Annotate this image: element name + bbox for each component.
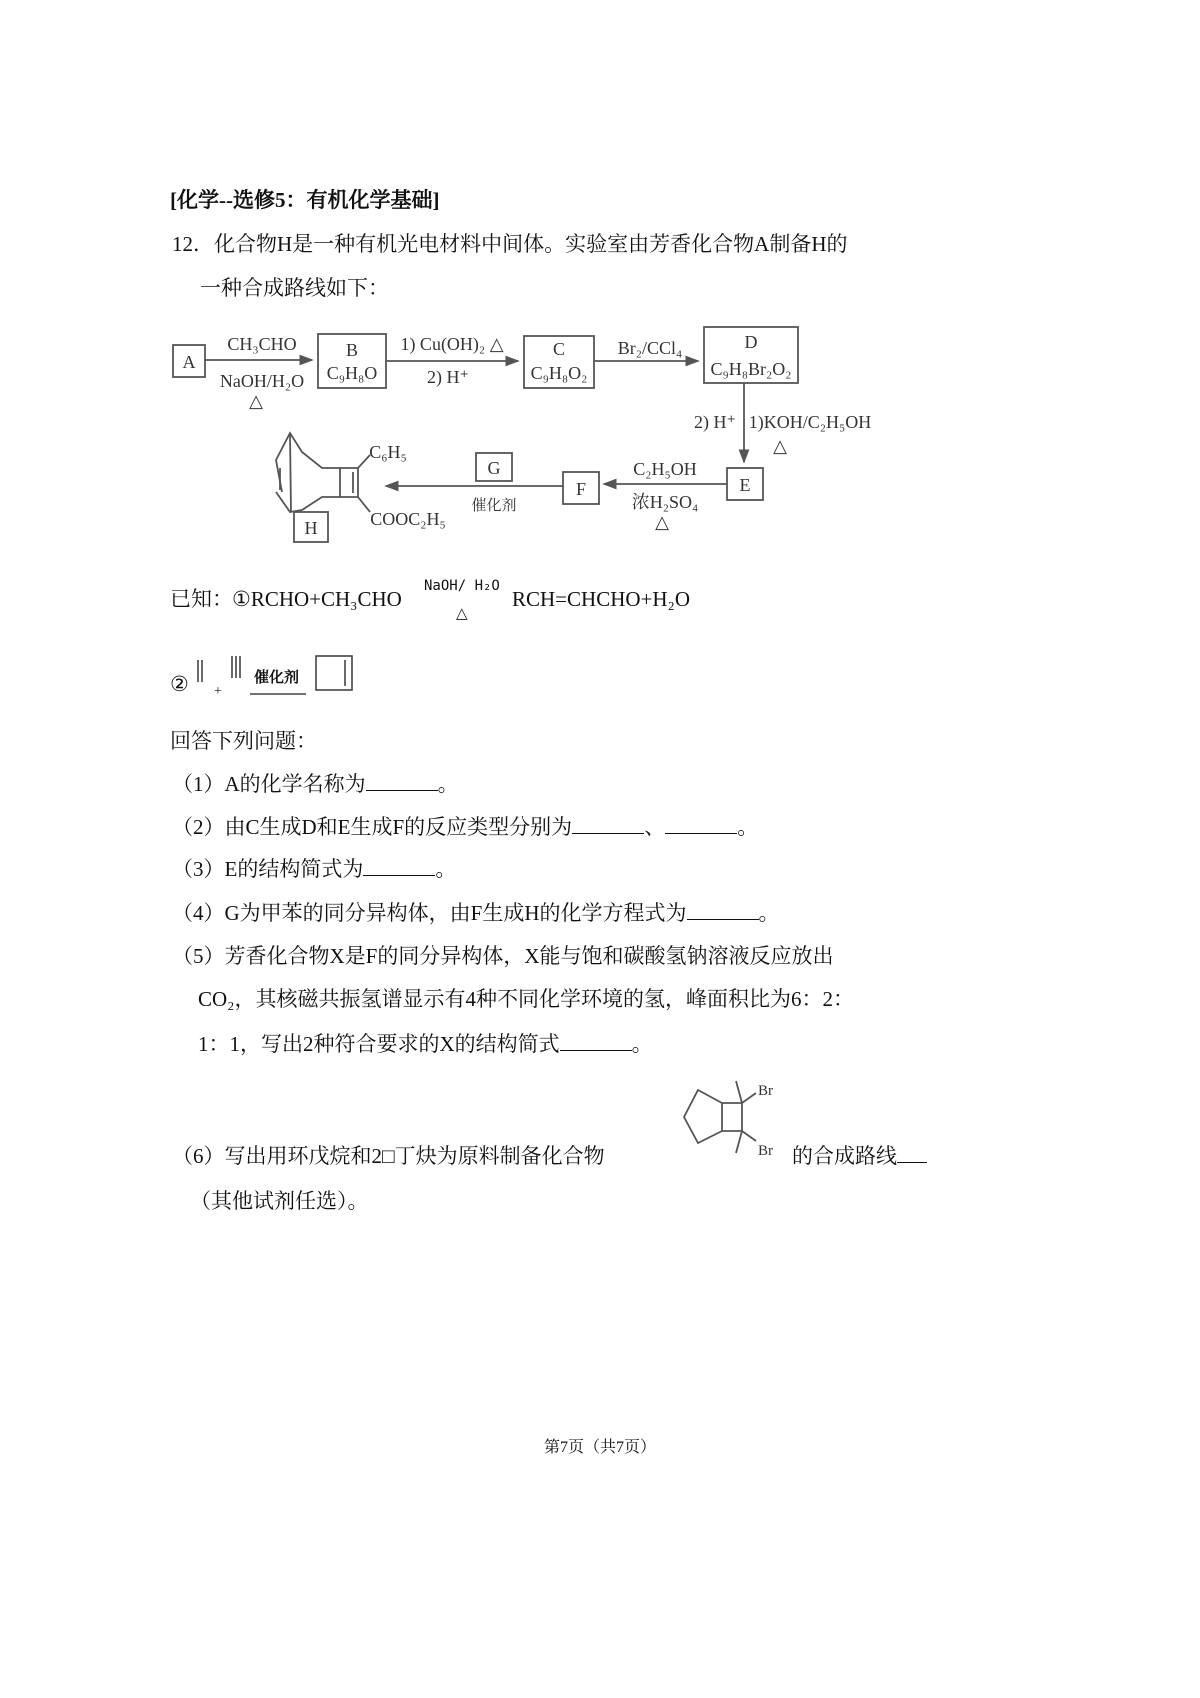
q2-end: 。 — [737, 815, 759, 839]
known-r2-catalyst: 催化剂 — [254, 670, 300, 686]
q5-end: 。 — [631, 1032, 653, 1056]
cond-catalyst: 催化剂 — [471, 498, 517, 514]
q4-end: 。 — [758, 901, 780, 925]
label-e: E — [739, 475, 751, 495]
cond-de-left: 2) H⁺ — [694, 412, 736, 432]
q1-end: 。 — [437, 772, 459, 796]
cond-de-right: 1)KOH/C₂H₅OH — [748, 412, 872, 432]
label-b: B — [345, 340, 359, 360]
label-h: H — [304, 518, 318, 538]
label-d: D — [744, 332, 758, 352]
section-title: [化学--选修5：有机化学基础] — [170, 188, 440, 212]
cond-bc-top: 1) Cu(OH)₂ △ — [400, 334, 504, 354]
cond-ab-top: CH₃CHO — [227, 334, 297, 354]
br-label-2: Br — [758, 1143, 773, 1159]
label-f: F — [575, 479, 587, 499]
label-g: G — [487, 458, 501, 478]
h-substituent-phenyl: C₆H₅ — [369, 442, 407, 462]
known-r1-left: ①RCHO+CH₃CHO — [232, 587, 402, 611]
cond-ab-heat: △ — [249, 391, 263, 411]
question-5-line-3 — [198, 1030, 653, 1058]
formula-b: C₉H₈O — [326, 363, 378, 383]
q3-text: （3）E的结构简式为 — [172, 857, 364, 881]
question-6-line-2: （其他试剂任选）。 — [190, 1189, 369, 1213]
q6-after-text: 的合成路线 — [792, 1144, 897, 1168]
question-6: （6）写出用环戊烷和2□丁炔为原料制备化合物 — [172, 1144, 605, 1168]
question-line-2: 一种合成路线如下： — [200, 276, 389, 300]
known-r2-plus: + — [214, 684, 222, 699]
cond-ef-top: C₂H₅OH — [633, 459, 697, 479]
question-3 — [172, 855, 456, 883]
question-2 — [172, 813, 758, 841]
formula-d: C₉H₈Br₂O₂ — [710, 359, 792, 379]
q1-text: （1）A的化学名称为 — [172, 772, 366, 796]
cond-de-heat: △ — [773, 436, 787, 456]
cond-bc-bottom: 2) H⁺ — [427, 367, 469, 387]
q4-text: （4）G为甲苯的同分异构体，由F生成H的化学方程式为 — [172, 901, 687, 925]
known-r1-cond-bottom: △ — [456, 606, 468, 622]
question-1 — [172, 770, 459, 798]
page-footer: 第7页（共7页） — [543, 1439, 656, 1456]
question-5-line-2: CO₂，其核磁共振氢谱显示有4种不同化学环境的氢，峰面积比为6：2： — [198, 987, 854, 1011]
question-6-after — [792, 1142, 927, 1170]
cond-ab-bottom: NaOH/H₂O — [219, 371, 305, 391]
cond-cd-top: Br₂/CCl₄ — [617, 338, 683, 358]
q2-mid: 、 — [644, 815, 666, 839]
answer-blank[interactable] — [363, 855, 435, 876]
q2-text: （2）由C生成D和E生成F的反应类型分别为 — [172, 815, 573, 839]
known-r1-cond-top: NaOH/ H₂O — [424, 578, 500, 594]
h-substituent-ester: COOC₂H₅ — [370, 509, 446, 529]
cond-ef-bottom: 浓H₂SO₄ — [631, 492, 699, 512]
answer-blank[interactable] — [366, 770, 438, 791]
known-r1-right: RCH=CHCHO+H₂O — [512, 587, 691, 611]
question-5-line-1: （5）芳香化合物X是F的同分异构体，X能与饱和碳酸氢钠溶液反应放出 — [172, 944, 834, 968]
answer-blank[interactable] — [572, 813, 644, 834]
formula-c: C₉H₈O₂ — [530, 363, 588, 383]
compound-h-structure — [276, 433, 370, 512]
answer-blank[interactable] — [560, 1030, 632, 1051]
answer-blank[interactable] — [665, 813, 737, 834]
question-4 — [172, 899, 780, 927]
cond-ef-heat: △ — [655, 512, 669, 532]
label-c: C — [552, 339, 566, 359]
known-label: 已知： — [170, 587, 233, 611]
q3-end: 。 — [435, 857, 457, 881]
synthesis-scheme — [0, 0, 1200, 580]
label-a: A — [182, 352, 196, 372]
q5-text: 1：1，写出2种符合要求的X的结构简式 — [198, 1032, 560, 1056]
answer-blank[interactable] — [687, 899, 759, 920]
br-label-1: Br — [758, 1083, 773, 1099]
known-r2-num: ② — [170, 672, 189, 696]
question-line-1: 12．化合物H是一种有机光电材料中间体。实验室由芳香化合物A制备H的 — [172, 232, 848, 256]
answer-intro: 回答下列问题： — [170, 729, 317, 753]
target-compound-structure — [680, 1075, 790, 1170]
answer-blank[interactable] — [897, 1142, 927, 1163]
